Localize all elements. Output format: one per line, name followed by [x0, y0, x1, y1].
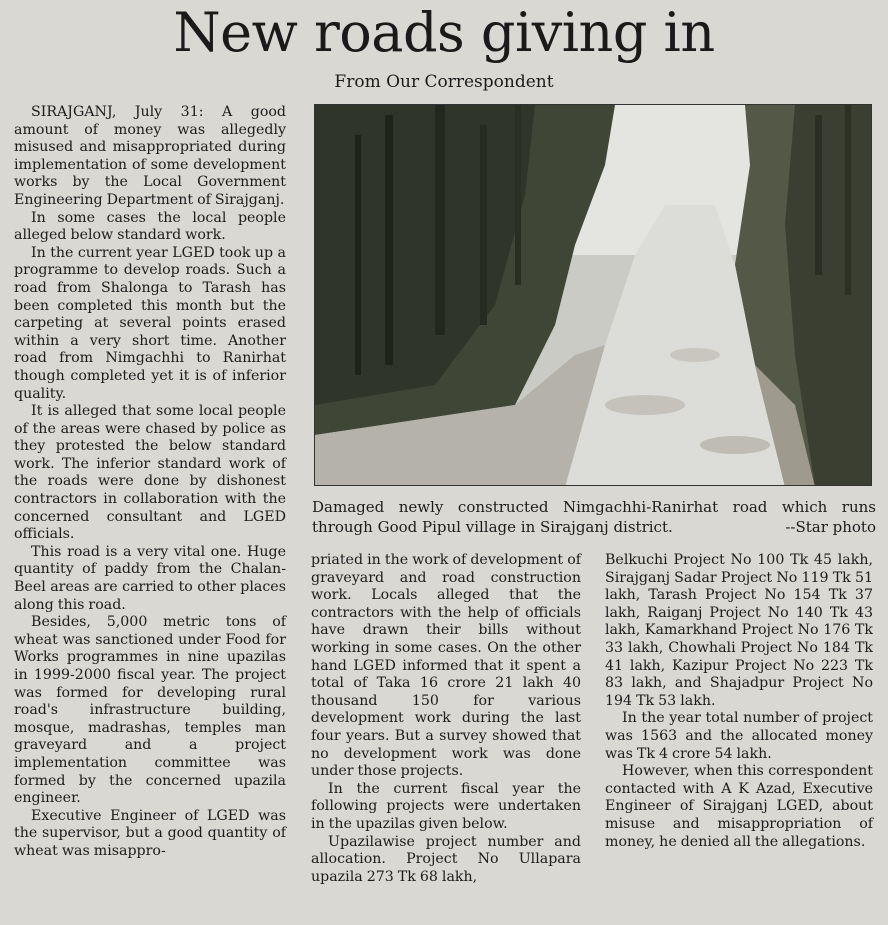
photo-caption	[312, 497, 876, 537]
paragraph: In the year total number of project was 1563 and the allocated money was Tk 4 crore 54 lakh.	[605, 710, 873, 762]
article-column-1	[14, 104, 286, 861]
paragraph: Upazilawise project number and allocation. Project No Ullapara upazila 273 Tk 68 lakh,	[311, 833, 581, 885]
headline: New roads giving in	[173, 1, 715, 64]
article-column-2	[311, 552, 581, 886]
caption-text: Damaged newly constructed Nimgachhi-Ranirhat road which runs through Good Pipul village in Sirajganj district.	[312, 498, 876, 536]
paragraph: In the current fiscal year the following projects were undertaken in the upazilas given below.	[311, 780, 581, 832]
paragraph: This road is a very vital one. Huge quantity of paddy from the Chalan-Beel areas are carried to other places along this road.	[14, 543, 286, 613]
paragraph: It is alleged that some local people of the areas were chased by police as they protested the below standard work. The inferior standard work of the roads were done by dishonest contractors in collaboration with the concerned consultant and LGED officials.	[14, 403, 286, 543]
paragraph: However, when this correspondent contacted with A K Azad, Executive Engineer of Sirajganj LGED, about misuse and misappropriation of money, he denied all the allegations.	[605, 763, 873, 850]
road-photo	[314, 104, 872, 486]
byline: From Our Correspondent	[334, 72, 554, 92]
paragraph: In some cases the local people alleged below standard work.	[14, 209, 286, 244]
paragraph: Besides, 5,000 metric tons of wheat was sanctioned under Food for Works programmes in nine upazilas in 1999-2000 fiscal year. The project was formed for developing rural road's infrastructure building, mosque, madrashas, temples man graveyard and a project implementation committee was formed by the concerned upazila engineer.	[14, 614, 286, 807]
road-photo-image	[315, 105, 872, 486]
paragraph: priated in the work of development of graveyard and road construction work. Locals alleged that the contractors with the help of officials have drawn their bills without working in some cases. On the other hand LGED informed that it spent a total of Taka 16 crore 21 lakh 40 thousand 150 for various development work during the last four years. But a survey showed that no development work was done under those projects.	[311, 552, 581, 780]
article-column-3	[605, 552, 873, 851]
paragraph: In the current year LGED took up a programme to develop roads. Such a road from Shalonga to Tarash has been completed this month but the carpeting at several points erased within a very short time. Another road from Nimgachhi to Ranirhat though completed yet it is of inferior quality.	[14, 244, 286, 402]
photo-credit: --Star photo	[785, 518, 876, 536]
paragraph: SIRAJGANJ, July 31: A good amount of money was allegedly misused and misappropriated during implementation of some development works by the Local Government Engineering Department of Sirajganj.	[14, 104, 286, 208]
paragraph: Belkuchi Project No 100 Tk 45 lakh, Sirajganj Sadar Project No 119 Tk 51 lakh, Tarash Project No 154 Tk 37 lakh, Raiganj Project No 140 Tk 43 lakh, Kamarkhand Project No 176 Tk 33 lakh, Chowhali Project No 184 Tk 41 lakh, Kazipur Project No 223 Tk 83 lakh, and Shajadpur Project No 194 Tk 53 lakh.	[605, 552, 873, 709]
paragraph: Executive Engineer of LGED was the supervisor, but a good quantity of wheat was misappro-	[14, 807, 286, 859]
